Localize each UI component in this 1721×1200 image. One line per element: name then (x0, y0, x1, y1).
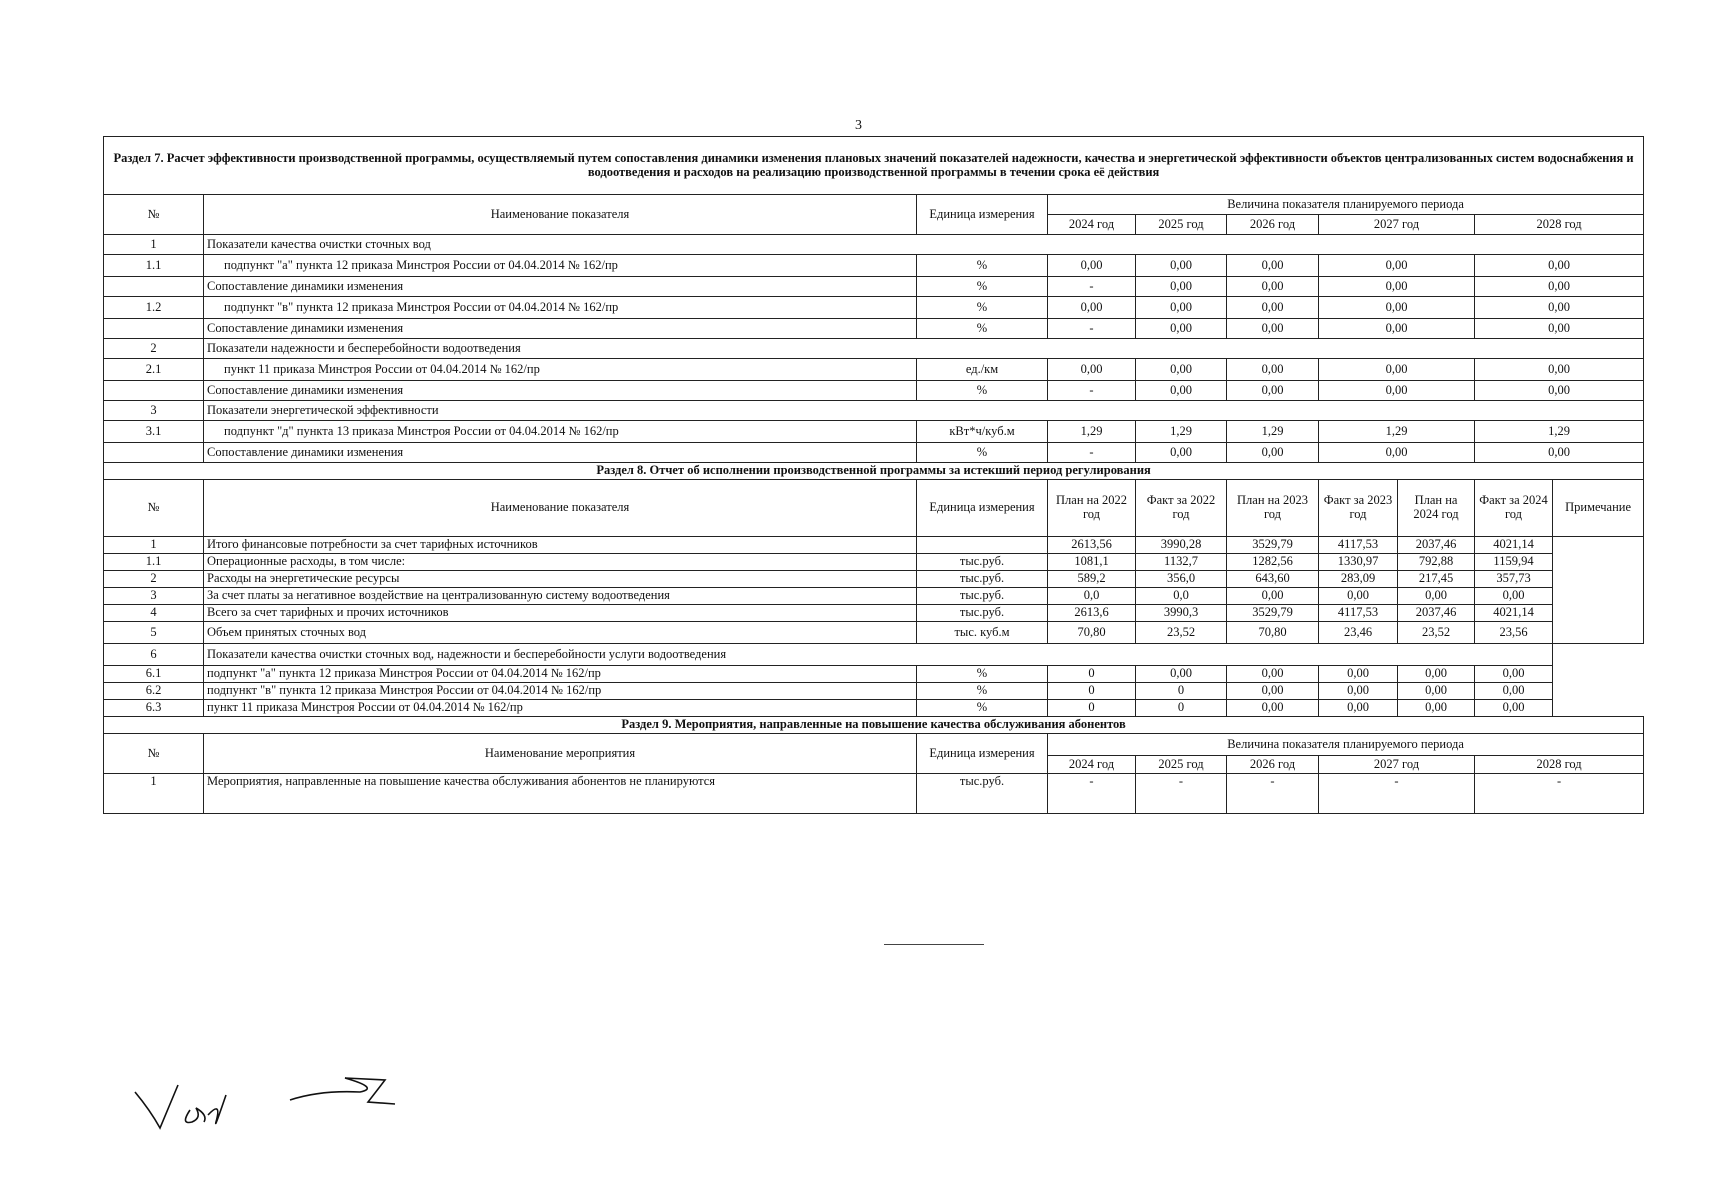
value-cell: 0,00 (1319, 319, 1475, 339)
row-number (104, 443, 204, 463)
value-cell: 0,00 (1319, 359, 1475, 381)
empty-cell (1553, 683, 1644, 700)
value-cell: 0,00 (1398, 683, 1475, 700)
s8-col-plan-2022: План на 2022 год (1048, 480, 1136, 537)
s9-period-header: Величина показателя планируемого периода (1048, 734, 1644, 756)
unit-cell: % (917, 666, 1048, 683)
s8-col-fact-2024: Факт за 2024 год (1475, 480, 1553, 537)
indicator-name: Расходы на энергетические ресурсы (204, 571, 917, 588)
value-cell: 1282,56 (1227, 554, 1319, 571)
table-row (104, 297, 1644, 319)
value-cell: 0,00 (1136, 319, 1227, 339)
s9-year-2025: 2025 год (1136, 756, 1227, 774)
value-cell: 0,00 (1136, 666, 1227, 683)
value-cell: 1,29 (1227, 421, 1319, 443)
s7-year-2028: 2028 год (1475, 215, 1644, 235)
value-cell: 0,00 (1227, 359, 1319, 381)
value-cell: 0,00 (1475, 700, 1553, 717)
group-title: Показатели качества очистки сточных вод, надежности и бесперебойности услуги водоотведения (204, 644, 1553, 666)
s7-name-header: Наименование показателя (204, 195, 917, 235)
value-cell: 0,00 (1398, 700, 1475, 717)
table-row (104, 622, 1644, 644)
value-cell: 0,00 (1227, 381, 1319, 401)
value-cell: 0,00 (1136, 255, 1227, 277)
value-cell: 0,00 (1136, 443, 1227, 463)
indicator-name: подпункт "а" пункта 12 приказа Минстроя России от 04.04.2014 № 162/пр (204, 255, 917, 277)
value-cell: 70,80 (1048, 622, 1136, 644)
indicator-name: Всего за счет тарифных и прочих источников (204, 605, 917, 622)
s7-year-2025: 2025 год (1136, 215, 1227, 235)
value-cell: 3529,79 (1227, 605, 1319, 622)
value-cell: 283,09 (1319, 571, 1398, 588)
value-cell: 1330,97 (1319, 554, 1398, 571)
row-number: 3 (104, 401, 204, 421)
value-cell: 217,45 (1398, 571, 1475, 588)
value-cell: 0,00 (1227, 666, 1319, 683)
value-cell: 0,00 (1136, 381, 1227, 401)
value-cell: 356,0 (1136, 571, 1227, 588)
indicator-name: Сопоставление динамики изменения (204, 443, 917, 463)
indicator-name: пункт 11 приказа Минстроя России от 04.04.2014 № 162/пр (204, 700, 917, 717)
value-cell: 0,00 (1227, 255, 1319, 277)
unit-cell: кВт*ч/куб.м (917, 421, 1048, 443)
value-cell: - (1136, 774, 1227, 814)
value-cell: 0,00 (1227, 700, 1319, 717)
s8-unit-header: Единица измерения (917, 480, 1048, 537)
value-cell: 0,00 (1319, 700, 1398, 717)
unit-cell: % (917, 700, 1048, 717)
indicator-name: За счет платы за негативное воздействие на централизованную систему водоотведения (204, 588, 917, 605)
s7-unit-header: Единица измерения (917, 195, 1048, 235)
unit-cell: % (917, 381, 1048, 401)
s8-num-header: № (104, 480, 204, 537)
s9-unit-header: Единица измерения (917, 734, 1048, 774)
value-cell: 2037,46 (1398, 537, 1475, 554)
value-cell: 23,46 (1319, 622, 1398, 644)
s8-col-plan-2024: План на 2024 год (1398, 480, 1475, 537)
group-title: Показатели надежности и бесперебойности водоотведения (204, 339, 1644, 359)
value-cell: 1132,7 (1136, 554, 1227, 571)
table-row (104, 401, 1644, 421)
table-row (104, 359, 1644, 381)
value-cell: - (1048, 277, 1136, 297)
unit-cell: % (917, 443, 1048, 463)
row-number: 1.1 (104, 554, 204, 571)
unit-cell: % (917, 277, 1048, 297)
indicator-name: Сопоставление динамики изменения (204, 277, 917, 297)
indicator-name: подпункт "в" пункта 12 приказа Минстроя России от 04.04.2014 № 162/пр (204, 683, 917, 700)
table-row (104, 588, 1644, 605)
row-number (104, 319, 204, 339)
s7-period-header: Величина показателя планируемого периода (1048, 195, 1644, 215)
value-cell: 0,00 (1319, 666, 1398, 683)
value-cell: 0,00 (1475, 359, 1644, 381)
table-row (104, 235, 1644, 255)
value-cell: 0,00 (1136, 359, 1227, 381)
row-number: 6.1 (104, 666, 204, 683)
row-number: 6 (104, 644, 204, 666)
s8-col-fact-2023: Факт за 2023 год (1319, 480, 1398, 537)
group-title: Показатели качества очистки сточных вод (204, 235, 1644, 255)
unit-cell: тыс.руб. (917, 571, 1048, 588)
s9-num-header: № (104, 734, 204, 774)
value-cell: 3529,79 (1227, 537, 1319, 554)
unit-cell: % (917, 683, 1048, 700)
value-cell: - (1319, 774, 1475, 814)
row-number: 1.1 (104, 255, 204, 277)
unit-cell: ед./км (917, 359, 1048, 381)
unit-cell: тыс.руб. (917, 588, 1048, 605)
row-number (104, 277, 204, 297)
value-cell: 0,00 (1475, 255, 1644, 277)
value-cell: 0,00 (1319, 297, 1475, 319)
value-cell: 0,00 (1319, 443, 1475, 463)
value-cell: 1,29 (1048, 421, 1136, 443)
report-table (103, 136, 1644, 814)
row-number: 5 (104, 622, 204, 644)
value-cell: 0,0 (1136, 588, 1227, 605)
indicator-name: Сопоставление динамики изменения (204, 381, 917, 401)
value-cell: - (1227, 774, 1319, 814)
row-number: 2 (104, 571, 204, 588)
unit-cell: тыс. куб.м (917, 622, 1048, 644)
value-cell: 0 (1136, 683, 1227, 700)
value-cell: 0,00 (1048, 255, 1136, 277)
s8-note-header: Примечание (1553, 480, 1644, 537)
section9-title: Раздел 9. Мероприятия, направленные на повышение качества обслуживания абонентов (104, 717, 1644, 734)
row-number: 1.2 (104, 297, 204, 319)
s9-year-2028: 2028 год (1475, 756, 1644, 774)
value-cell: 0,00 (1319, 277, 1475, 297)
s7-year-2024: 2024 год (1048, 215, 1136, 235)
value-cell: - (1048, 774, 1136, 814)
table-row (104, 774, 1644, 814)
table-row (104, 381, 1644, 401)
value-cell: 3990,3 (1136, 605, 1227, 622)
measure-name: Мероприятия, направленные на повышение качества обслуживания абонентов не планируются (204, 774, 917, 814)
value-cell: - (1048, 443, 1136, 463)
unit-cell (917, 537, 1048, 554)
value-cell: 0,00 (1319, 588, 1398, 605)
unit-cell: % (917, 319, 1048, 339)
value-cell: 23,52 (1136, 622, 1227, 644)
row-number: 2 (104, 339, 204, 359)
table-row (104, 683, 1644, 700)
indicator-name: подпункт "д" пункта 13 приказа Минстроя России от 04.04.2014 № 162/пр (204, 421, 917, 443)
s7-year-2026: 2026 год (1227, 215, 1319, 235)
s9-year-2027: 2027 год (1319, 756, 1475, 774)
table-row (104, 700, 1644, 717)
row-number: 3 (104, 588, 204, 605)
indicator-name: Сопоставление динамики изменения (204, 319, 917, 339)
table-row (104, 319, 1644, 339)
page-number: 3 (855, 118, 862, 133)
value-cell: 0,00 (1398, 666, 1475, 683)
value-cell: 70,80 (1227, 622, 1319, 644)
value-cell: 0,00 (1398, 588, 1475, 605)
value-cell: 643,60 (1227, 571, 1319, 588)
value-cell: 0,00 (1227, 683, 1319, 700)
table-row (104, 666, 1644, 683)
end-separator-line (884, 944, 984, 945)
value-cell: 1,29 (1319, 421, 1475, 443)
value-cell: 0 (1048, 683, 1136, 700)
unit-cell: % (917, 255, 1048, 277)
table-row (104, 339, 1644, 359)
value-cell: 2613,6 (1048, 605, 1136, 622)
value-cell: 3990,28 (1136, 537, 1227, 554)
group-title: Показатели энергетической эффективности (204, 401, 1644, 421)
row-number: 4 (104, 605, 204, 622)
table-row (104, 255, 1644, 277)
value-cell: 23,52 (1398, 622, 1475, 644)
value-cell: 1,29 (1136, 421, 1227, 443)
value-cell: 1081,1 (1048, 554, 1136, 571)
value-cell: 0,00 (1319, 255, 1475, 277)
value-cell: 0,00 (1227, 297, 1319, 319)
table-row (104, 605, 1644, 622)
table-row (104, 554, 1644, 571)
table-row (104, 277, 1644, 297)
unit-cell: тыс.руб. (917, 774, 1048, 814)
value-cell: 4117,53 (1319, 605, 1398, 622)
s7-num-header: № (104, 195, 204, 235)
empty-cell (1553, 644, 1644, 666)
value-cell: 0,00 (1475, 381, 1644, 401)
value-cell: 0,00 (1227, 443, 1319, 463)
empty-cell (1553, 700, 1644, 717)
value-cell: 0,00 (1475, 443, 1644, 463)
note-cell (1553, 537, 1644, 644)
row-number: 1 (104, 537, 204, 554)
row-number (104, 381, 204, 401)
value-cell: - (1475, 774, 1644, 814)
section7-title: Раздел 7. Расчет эффективности производственной программы, осуществляемый путем сопоставления динамики изменения плановых значений показателей надежности, качества и энергетической эффективности объектов централизованных систем водоснабжения и водоотведения и расходов на реализацию производственной программы в течении срока её действия (104, 137, 1644, 195)
value-cell: 792,88 (1398, 554, 1475, 571)
table-row (104, 571, 1644, 588)
value-cell: 0,00 (1475, 277, 1644, 297)
value-cell: 4021,14 (1475, 537, 1553, 554)
value-cell: 4117,53 (1319, 537, 1398, 554)
unit-cell: тыс.руб. (917, 605, 1048, 622)
value-cell: 0,00 (1319, 381, 1475, 401)
indicator-name: Операционные расходы, в том числе: (204, 554, 917, 571)
value-cell: 4021,14 (1475, 605, 1553, 622)
value-cell: 2613,56 (1048, 537, 1136, 554)
s8-col-fact-2022: Факт за 2022 год (1136, 480, 1227, 537)
row-number: 6.3 (104, 700, 204, 717)
table-row (104, 421, 1644, 443)
value-cell: 0,00 (1475, 683, 1553, 700)
s7-year-2027: 2027 год (1319, 215, 1475, 235)
value-cell: 0,00 (1136, 277, 1227, 297)
value-cell: 0,00 (1136, 297, 1227, 319)
value-cell: 0,00 (1227, 588, 1319, 605)
indicator-name: Объем принятых сточных вод (204, 622, 917, 644)
row-number: 2.1 (104, 359, 204, 381)
s8-name-header: Наименование показателя (204, 480, 917, 537)
row-number: 1 (104, 774, 204, 814)
value-cell: 0,00 (1475, 588, 1553, 605)
table-row (104, 537, 1644, 554)
value-cell: 589,2 (1048, 571, 1136, 588)
row-number: 6.2 (104, 683, 204, 700)
value-cell: 0,0 (1048, 588, 1136, 605)
value-cell: 0 (1136, 700, 1227, 717)
value-cell: 0,00 (1048, 297, 1136, 319)
table-row (104, 443, 1644, 463)
value-cell: 0,00 (1475, 666, 1553, 683)
indicator-name: подпункт "в" пункта 12 приказа Минстроя России от 04.04.2014 № 162/пр (204, 297, 917, 319)
value-cell: 0,00 (1227, 277, 1319, 297)
value-cell: 0,00 (1319, 683, 1398, 700)
value-cell: 1159,94 (1475, 554, 1553, 571)
s9-year-2026: 2026 год (1227, 756, 1319, 774)
value-cell: 0,00 (1475, 319, 1644, 339)
indicator-name: пункт 11 приказа Минстроя России от 04.04.2014 № 162/пр (204, 359, 917, 381)
value-cell: 1,29 (1475, 421, 1644, 443)
s9-name-header: Наименование мероприятия (204, 734, 917, 774)
table-row (104, 644, 1644, 666)
section8-title: Раздел 8. Отчет об исполнении производственной программы за истекший период регулирования (104, 463, 1644, 480)
indicator-name: Итого финансовые потребности за счет тарифных источников (204, 537, 917, 554)
s8-col-plan-2023: План на 2023 год (1227, 480, 1319, 537)
row-number: 3.1 (104, 421, 204, 443)
unit-cell: % (917, 297, 1048, 319)
row-number: 1 (104, 235, 204, 255)
value-cell: 2037,46 (1398, 605, 1475, 622)
value-cell: 0,00 (1475, 297, 1644, 319)
value-cell: 0 (1048, 700, 1136, 717)
s9-year-2024: 2024 год (1048, 756, 1136, 774)
empty-cell (1553, 666, 1644, 683)
value-cell: 0,00 (1227, 319, 1319, 339)
value-cell: - (1048, 319, 1136, 339)
unit-cell: тыс.руб. (917, 554, 1048, 571)
value-cell: - (1048, 381, 1136, 401)
value-cell: 357,73 (1475, 571, 1553, 588)
handwritten-signature (130, 1070, 420, 1140)
value-cell: 23,56 (1475, 622, 1553, 644)
value-cell: 0 (1048, 666, 1136, 683)
indicator-name: подпункт "а" пункта 12 приказа Минстроя России от 04.04.2014 № 162/пр (204, 666, 917, 683)
value-cell: 0,00 (1048, 359, 1136, 381)
